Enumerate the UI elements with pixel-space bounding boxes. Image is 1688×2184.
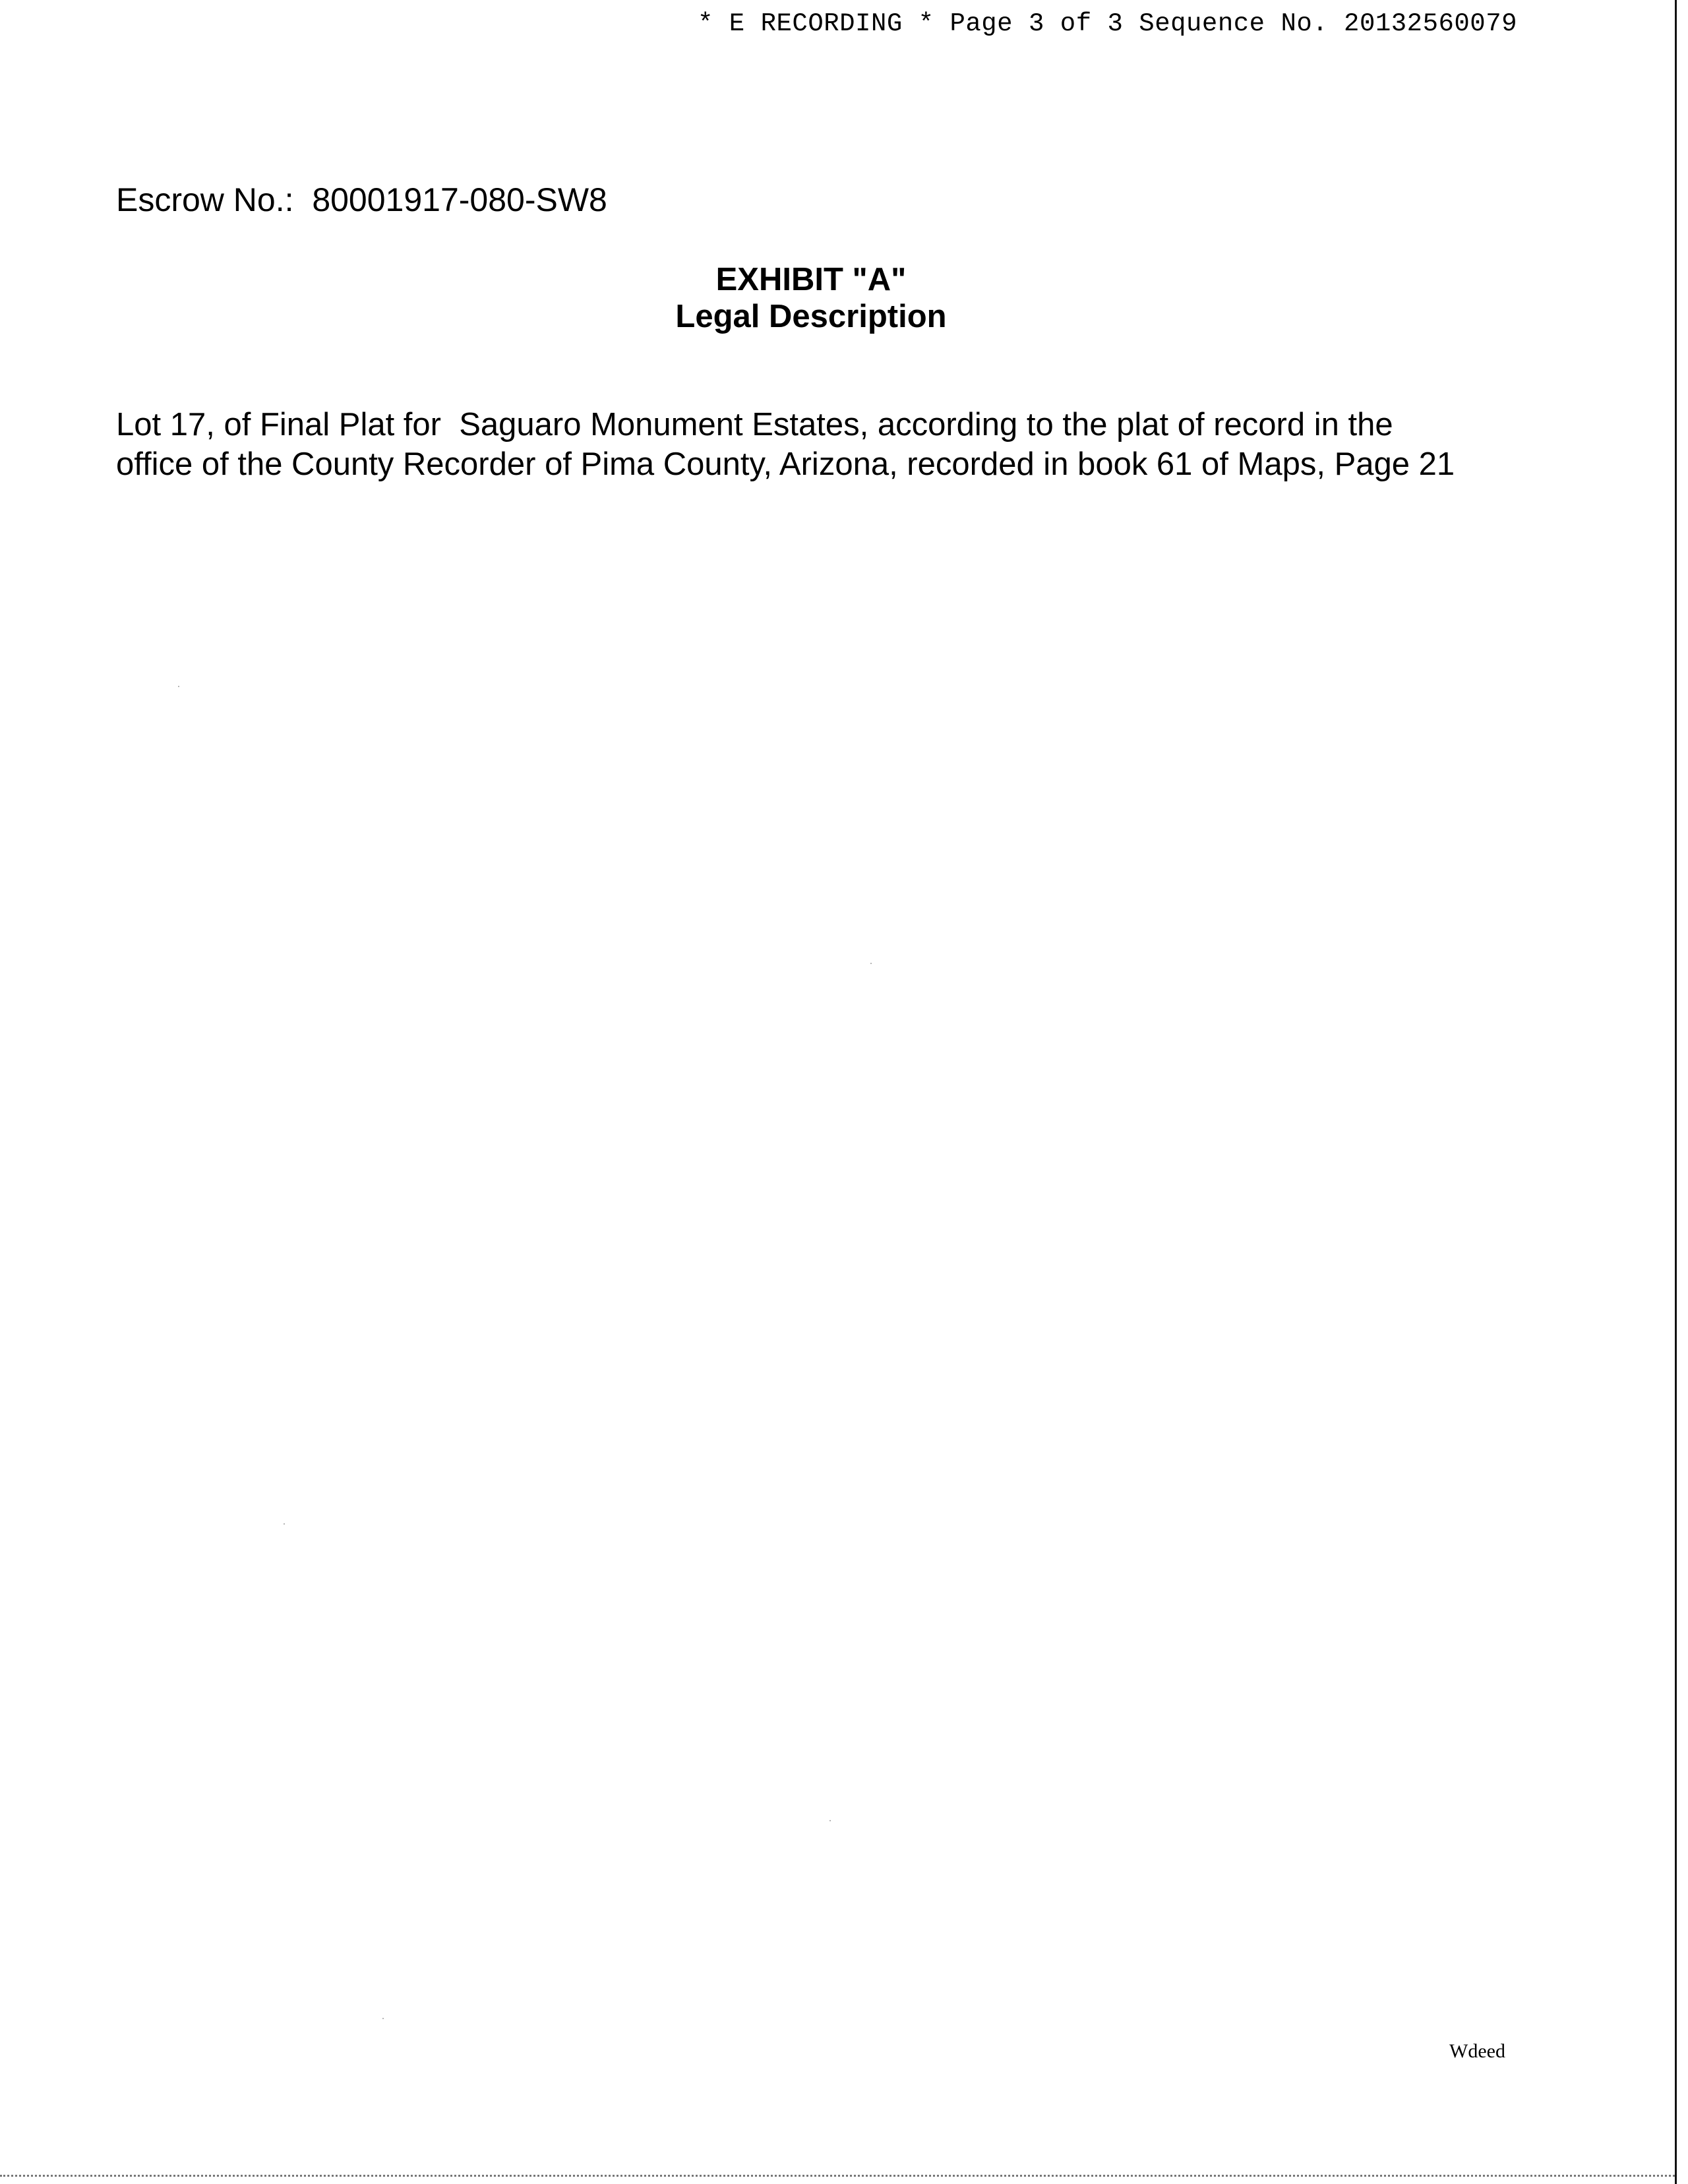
escrow-line — [116, 181, 607, 219]
legal-description — [116, 405, 1633, 484]
scan-speck — [829, 1820, 831, 1821]
scan-speck — [284, 1523, 285, 1525]
legal-description-line: office of the County Recorder of Pima County, Arizona, recorded in book 61 of Maps, Page 21 — [116, 446, 1455, 482]
legal-description-line: Lot 17, of Final Plat for Saguaro Monument Estates, according to the plat of record in the — [116, 407, 1393, 442]
scan-speck — [382, 2018, 384, 2019]
form-code: Wdeed — [1449, 2040, 1505, 2062]
recording-stamp: * E RECORDING * Page 3 of 3 Sequence No. 20132560079 — [698, 9, 1517, 38]
escrow-number: 80001917-080-SW8 — [312, 181, 607, 218]
exhibit-heading — [0, 261, 1622, 335]
exhibit-subtitle: Legal Description — [675, 299, 947, 334]
scan-speck — [870, 963, 872, 964]
scan-bottom-rule — [0, 2175, 1675, 2177]
escrow-label: Escrow No.: — [116, 181, 294, 218]
scan-edge-rule — [1675, 0, 1677, 2184]
exhibit-title: EXHIBIT "A" — [715, 262, 907, 297]
scan-speck — [178, 686, 179, 687]
